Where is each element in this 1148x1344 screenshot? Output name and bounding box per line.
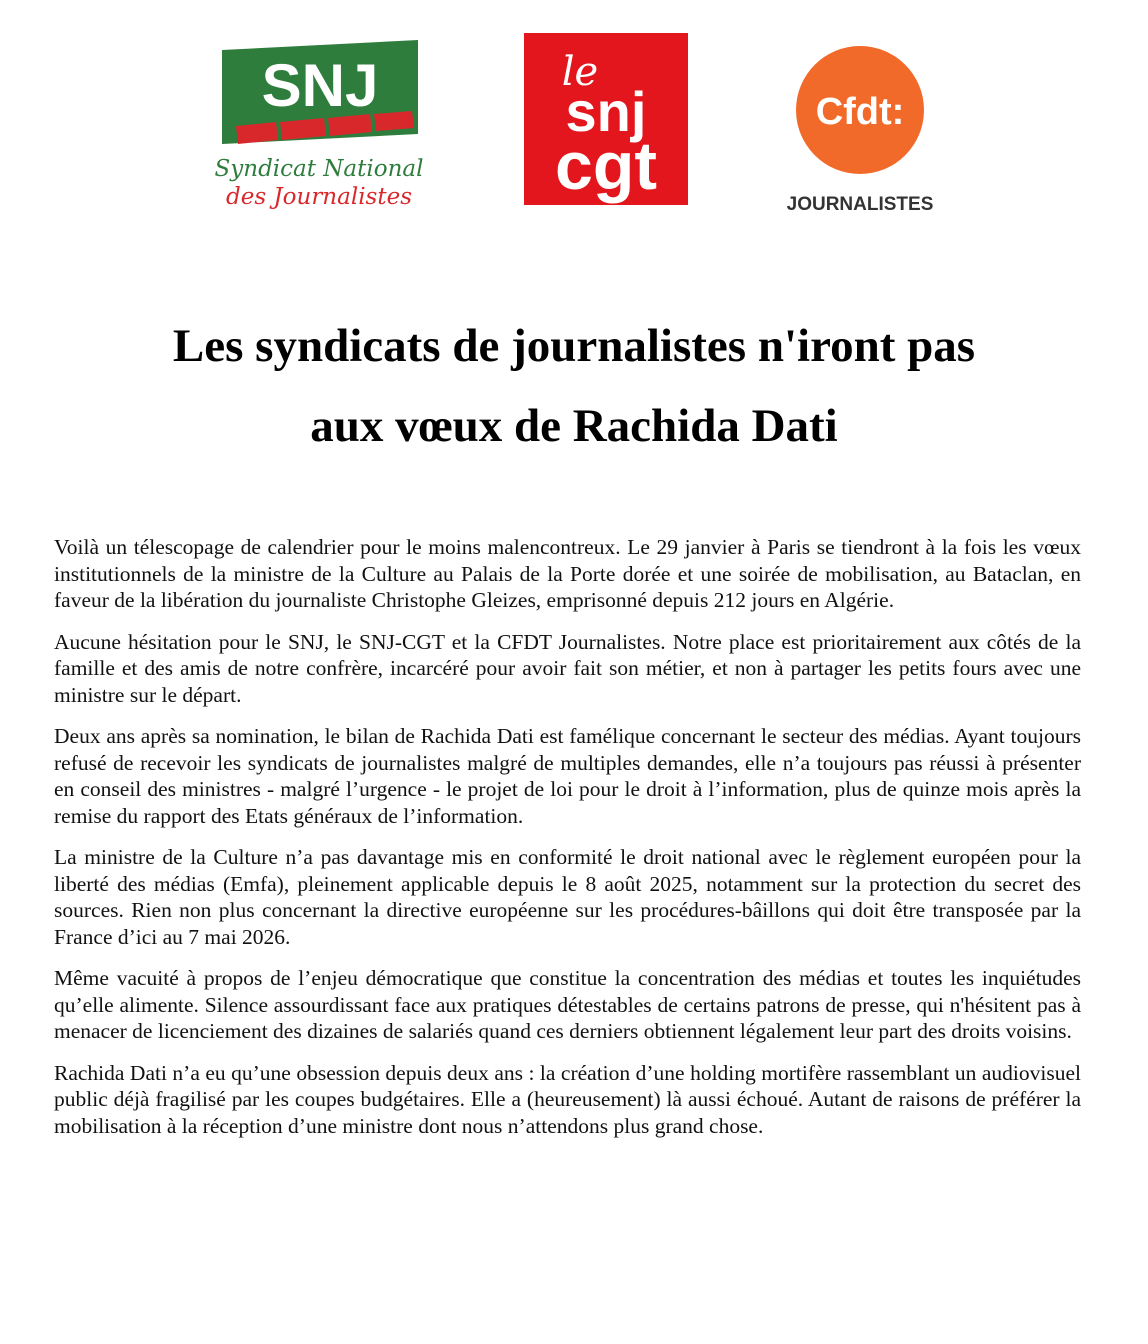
headline-line-1: Les syndicats de journalistes n'iront pas xyxy=(172,320,976,372)
snj-logo xyxy=(214,36,424,216)
paragraph-1: Voilà un télescopage de calendrier pour le moins malencontreux. Le 29 janvier à Paris se tiendront à la fois les vœux institutionnels de la ministre de la Culture au Palais de la Porte dorée et une soirée de mobilisation, au Bataclan, en faveur de la libération du journaliste Christophe Gleizes, emprisonné depuis 212 jours en Algérie. xyxy=(54,535,1081,612)
cfdt-circle-text: Cfdt: xyxy=(815,91,905,133)
snj-line1: Syndicat National xyxy=(214,156,424,182)
cfdt-logo-graphic xyxy=(786,44,934,218)
paragraph-4: La ministre de la Culture n’a pas davantage mis en conformité le droit national avec le règlement européen pour la liberté des médias (Emfa), pleinement applicable depuis le 8 août 2025, notamment sur la protection du secret des sources. Rien non plus concernant la directive européenne sur les procédures-bâillons qui doit être transposée par la France d’ici au 7 mai 2026. xyxy=(54,845,1081,949)
snj-cgt-logo-graphic xyxy=(524,33,688,205)
snj-cgt-script: le xyxy=(561,49,599,95)
cfdt-caption: JOURNALISTES xyxy=(786,194,934,215)
logo-bar xyxy=(0,0,1148,240)
snj-line2: des Journalistes xyxy=(225,184,413,210)
article-body xyxy=(54,534,1081,1154)
paragraph-3: Deux ans après sa nomination, le bilan de Rachida Dati est famélique concernant le secteur des médias. Ayant toujours refusé de recevoir les syndicats de journalistes malgré de multiples demandes, elle n’a toujours pas réussi à présenter en conseil des ministres - malgré l’urgence - le projet de loi pour le droit à l’information, plus de quinze mois après la remise du rapport des Etats généraux de l’information. xyxy=(54,724,1081,828)
snj-flag-4 xyxy=(374,111,414,131)
snj-cgt-bottom: cgt xyxy=(555,128,657,204)
snj-cgt-mid: snj xyxy=(565,80,647,143)
snj-logo-graphic xyxy=(214,36,424,216)
snj-cgt-logo xyxy=(524,33,688,205)
headline-line-2: aux vœux de Rachida Dati xyxy=(310,400,838,452)
paragraph-2: Aucune hésitation pour le SNJ, le SNJ-CGT et la CFDT Journalistes. Notre place est prioritairement aux côtés de la famille et des amis de notre confrère, incarcéré pour avoir fait son métier, et non à partager les petits fours avec une ministre sur le départ. xyxy=(54,629,1081,707)
page-title xyxy=(40,306,1108,466)
snj-abbr: SNJ xyxy=(261,52,379,119)
paragraph-6: Rachida Dati n’a eu qu’une obsession depuis deux ans : la création d’une holding mortifère rassemblant un audiovisuel public déjà fragilisé par les coupes budgétaires. Elle a (heureusement) là aussi échoué. Autant de raisons de préférer la mobilisation à la réception d’une ministre dont nous n’attendons plus grand chose. xyxy=(54,1060,1081,1138)
paragraph-5: Même vacuité à propos de l’enjeu démocratique que constitue la concentration des médias et toutes les inquiétudes qu’elle alimente. Silence assourdissant face aux pratiques détestables de certains patrons de presse, qui n'hésitent pas à menacer de licenciement des dizaines de salariés quand ces derniers obtiennent légalement leur part des droits voisins. xyxy=(54,966,1081,1043)
cfdt-logo xyxy=(786,44,934,218)
